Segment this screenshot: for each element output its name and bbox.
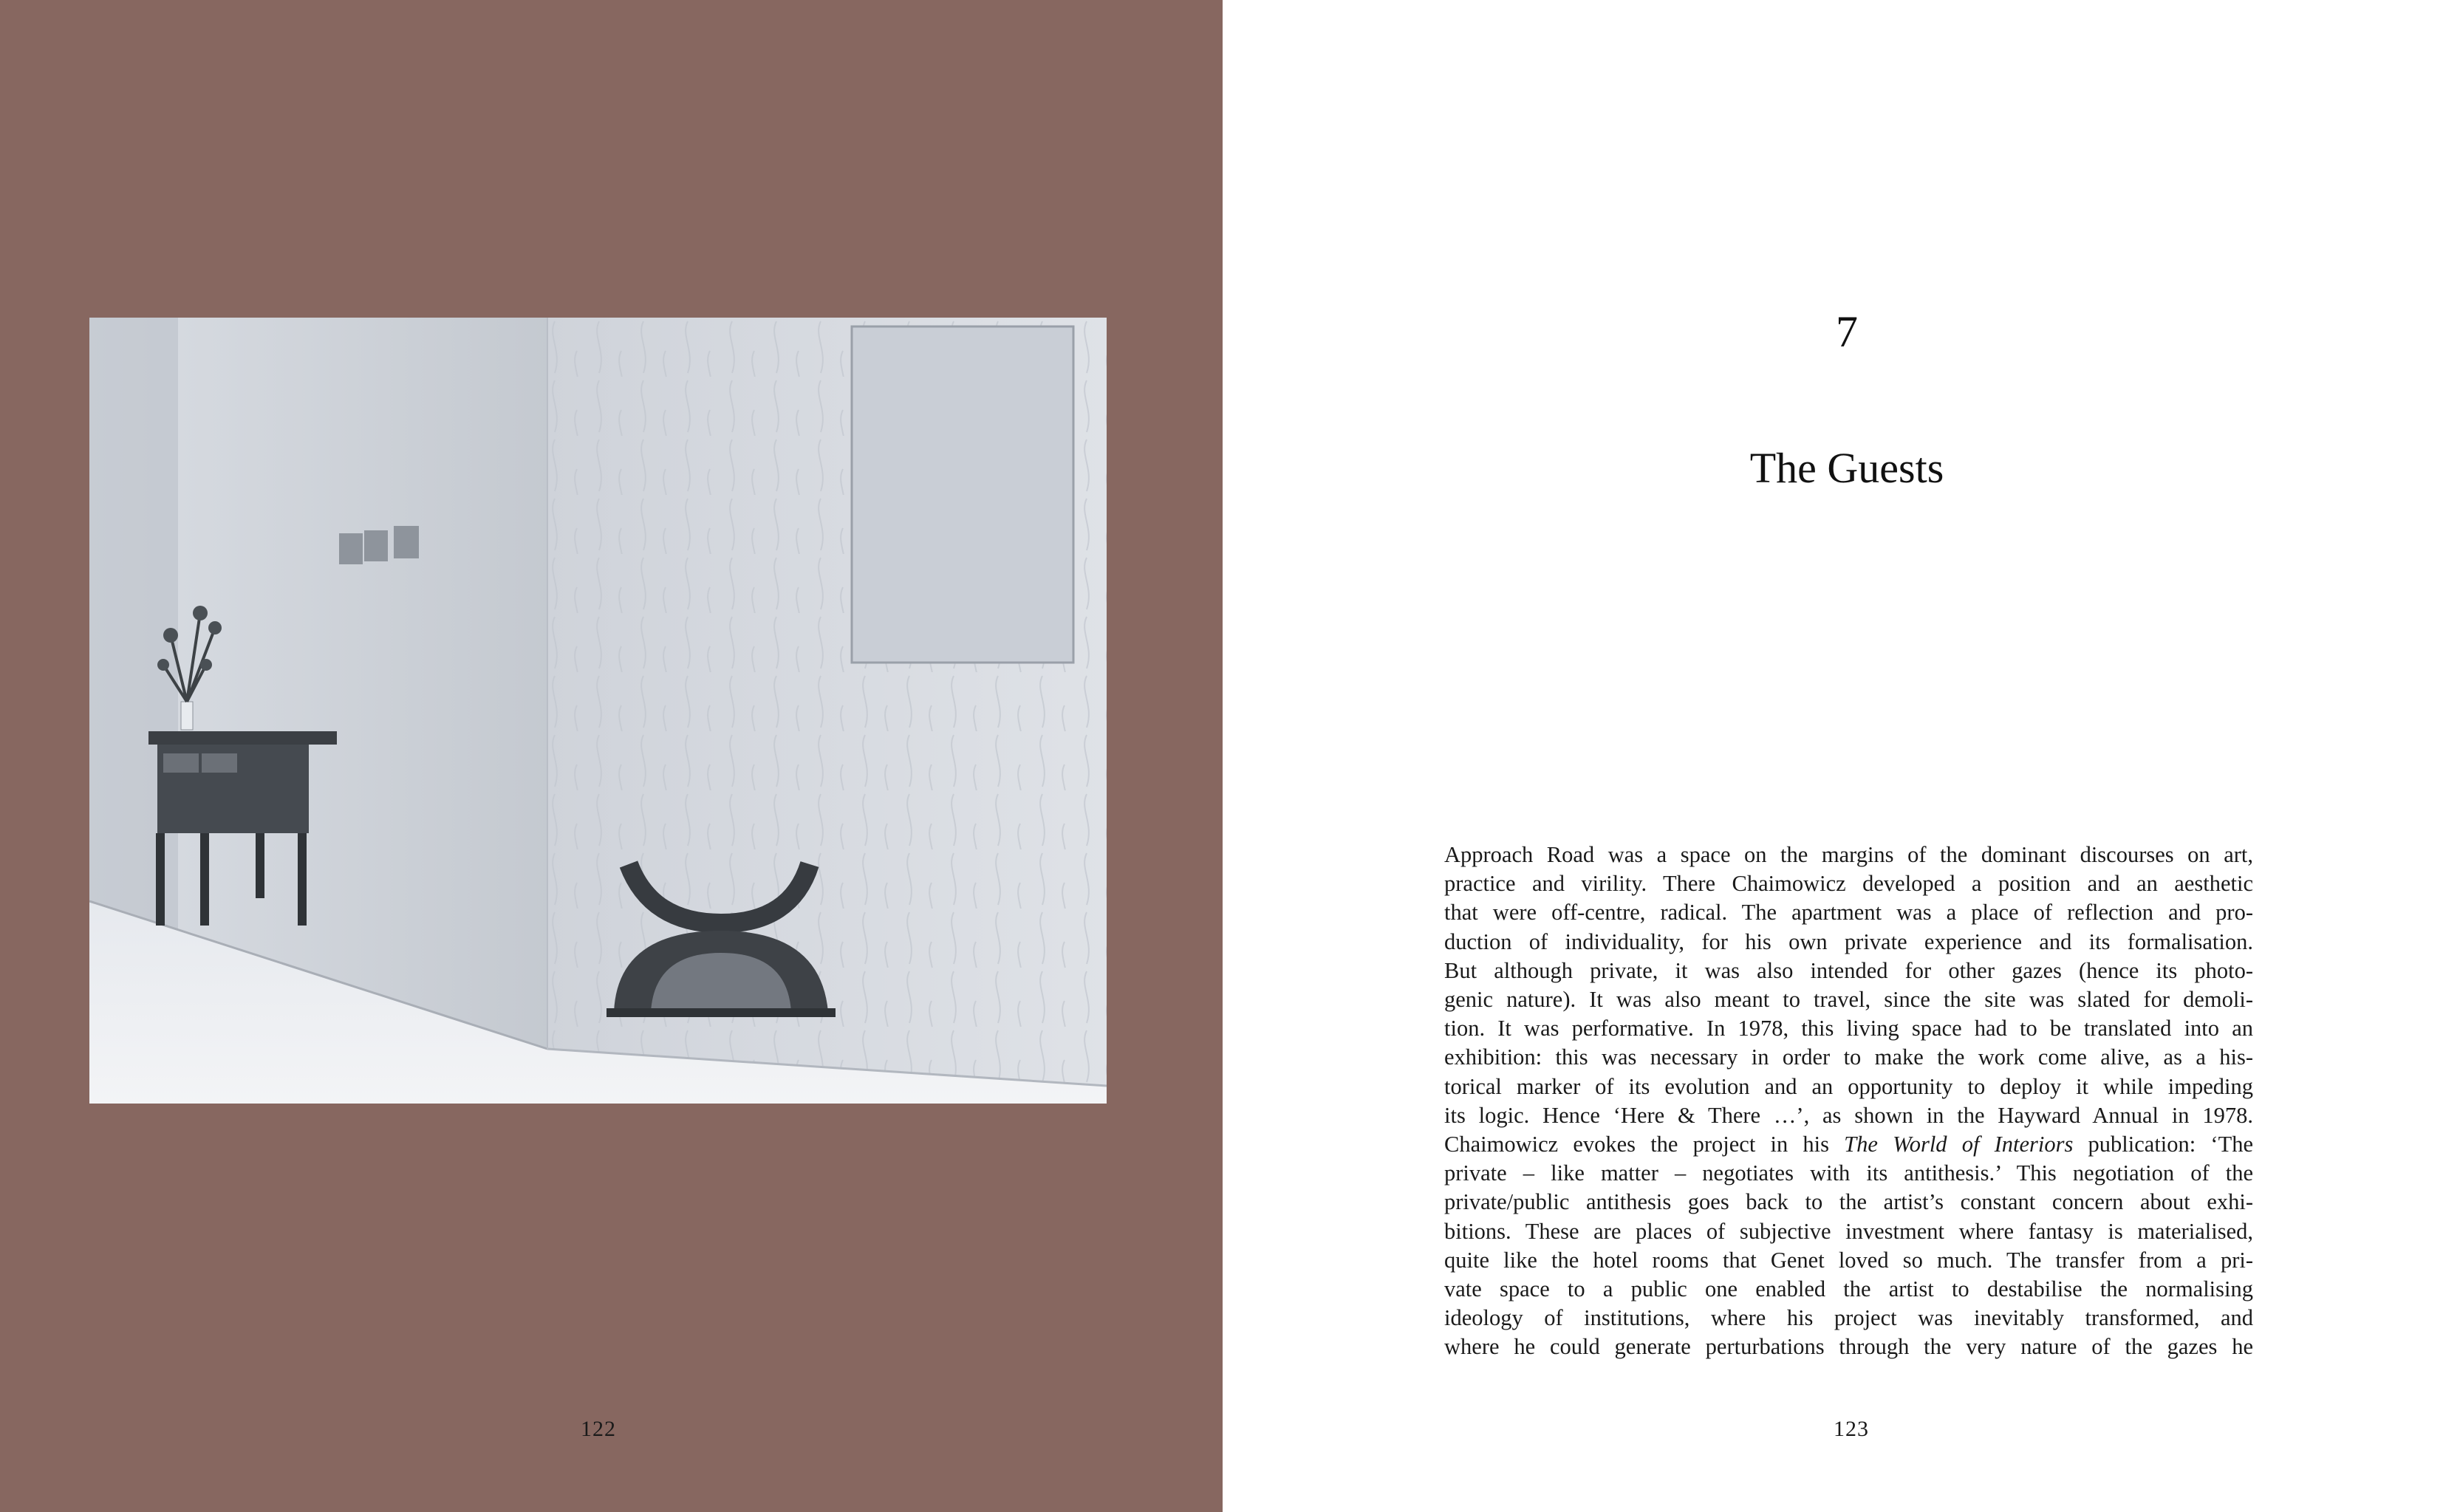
chapter-number: 7: [1836, 307, 1858, 356]
text-segment: Chaimowicz evokes the project in his: [1444, 1132, 1829, 1157]
text-line: genic nature). It was also meant to travel, since the site was slated for demoli-: [1444, 987, 2253, 1013]
text-line: quite like the hotel rooms that Genet loved so much. The transfer from a pri-: [1444, 1247, 2253, 1273]
text-line: tion. It was performative. In 1978, this living space had to be translated into an: [1444, 1016, 2253, 1041]
page-number-left: 122: [581, 1417, 616, 1441]
text-line: that were off-centre, radical. The apartment was a place of reflection and pro-: [1444, 900, 2253, 926]
text-line: But although private, it was also intended for other gazes (hence its photo-: [1444, 957, 2253, 983]
text-line: bitions. These are places of subjective investment where fantasy is materialised,: [1444, 1218, 2253, 1244]
text-line: exhibition: this was necessary in order to make the work come alive, as a his-: [1444, 1044, 2253, 1070]
text-line: torical marker of its evolution and an opportunity to deploy it while impeding: [1444, 1073, 2253, 1099]
text-line: its logic. Hence ‘Here & There …’, as shown in the Hayward Annual in 1978.: [1444, 1102, 2253, 1128]
text-line: where he could generate perturbations through the very nature of the gazes he: [1444, 1334, 2253, 1360]
page-number-right: 123: [1834, 1417, 1869, 1441]
body-text: [1444, 841, 2253, 1362]
text-line: Approach Road was a space on the margins of the dominant discourses on art,: [1444, 842, 2253, 867]
text-line: private – like matter – negotiates with its antithesis.’ This negotiation of the: [1444, 1160, 2253, 1186]
text-line: private/public antithesis goes back to the artist’s constant concern about exhi-: [1444, 1189, 2253, 1215]
text-line: ideology of institutions, where his project was inevitably transformed, and: [1444, 1305, 2253, 1331]
text-line: duction of individuality, for his own private experience and its formalisation.: [1444, 928, 2253, 954]
italic-title: The World of Interiors: [1844, 1132, 2074, 1157]
text-line: vate space to a public one enabled the artist to destabilise the normalising: [1444, 1276, 2253, 1302]
chapter-title: The Guests: [1749, 444, 1944, 492]
text-segment: publication: ‘The: [2073, 1132, 2253, 1157]
text-line: practice and virility. There Chaimowicz developed a position and an aesthetic: [1444, 871, 2253, 897]
text-line-with-italic: [1444, 1130, 2253, 1159]
gallery-photo: [89, 318, 1107, 1104]
